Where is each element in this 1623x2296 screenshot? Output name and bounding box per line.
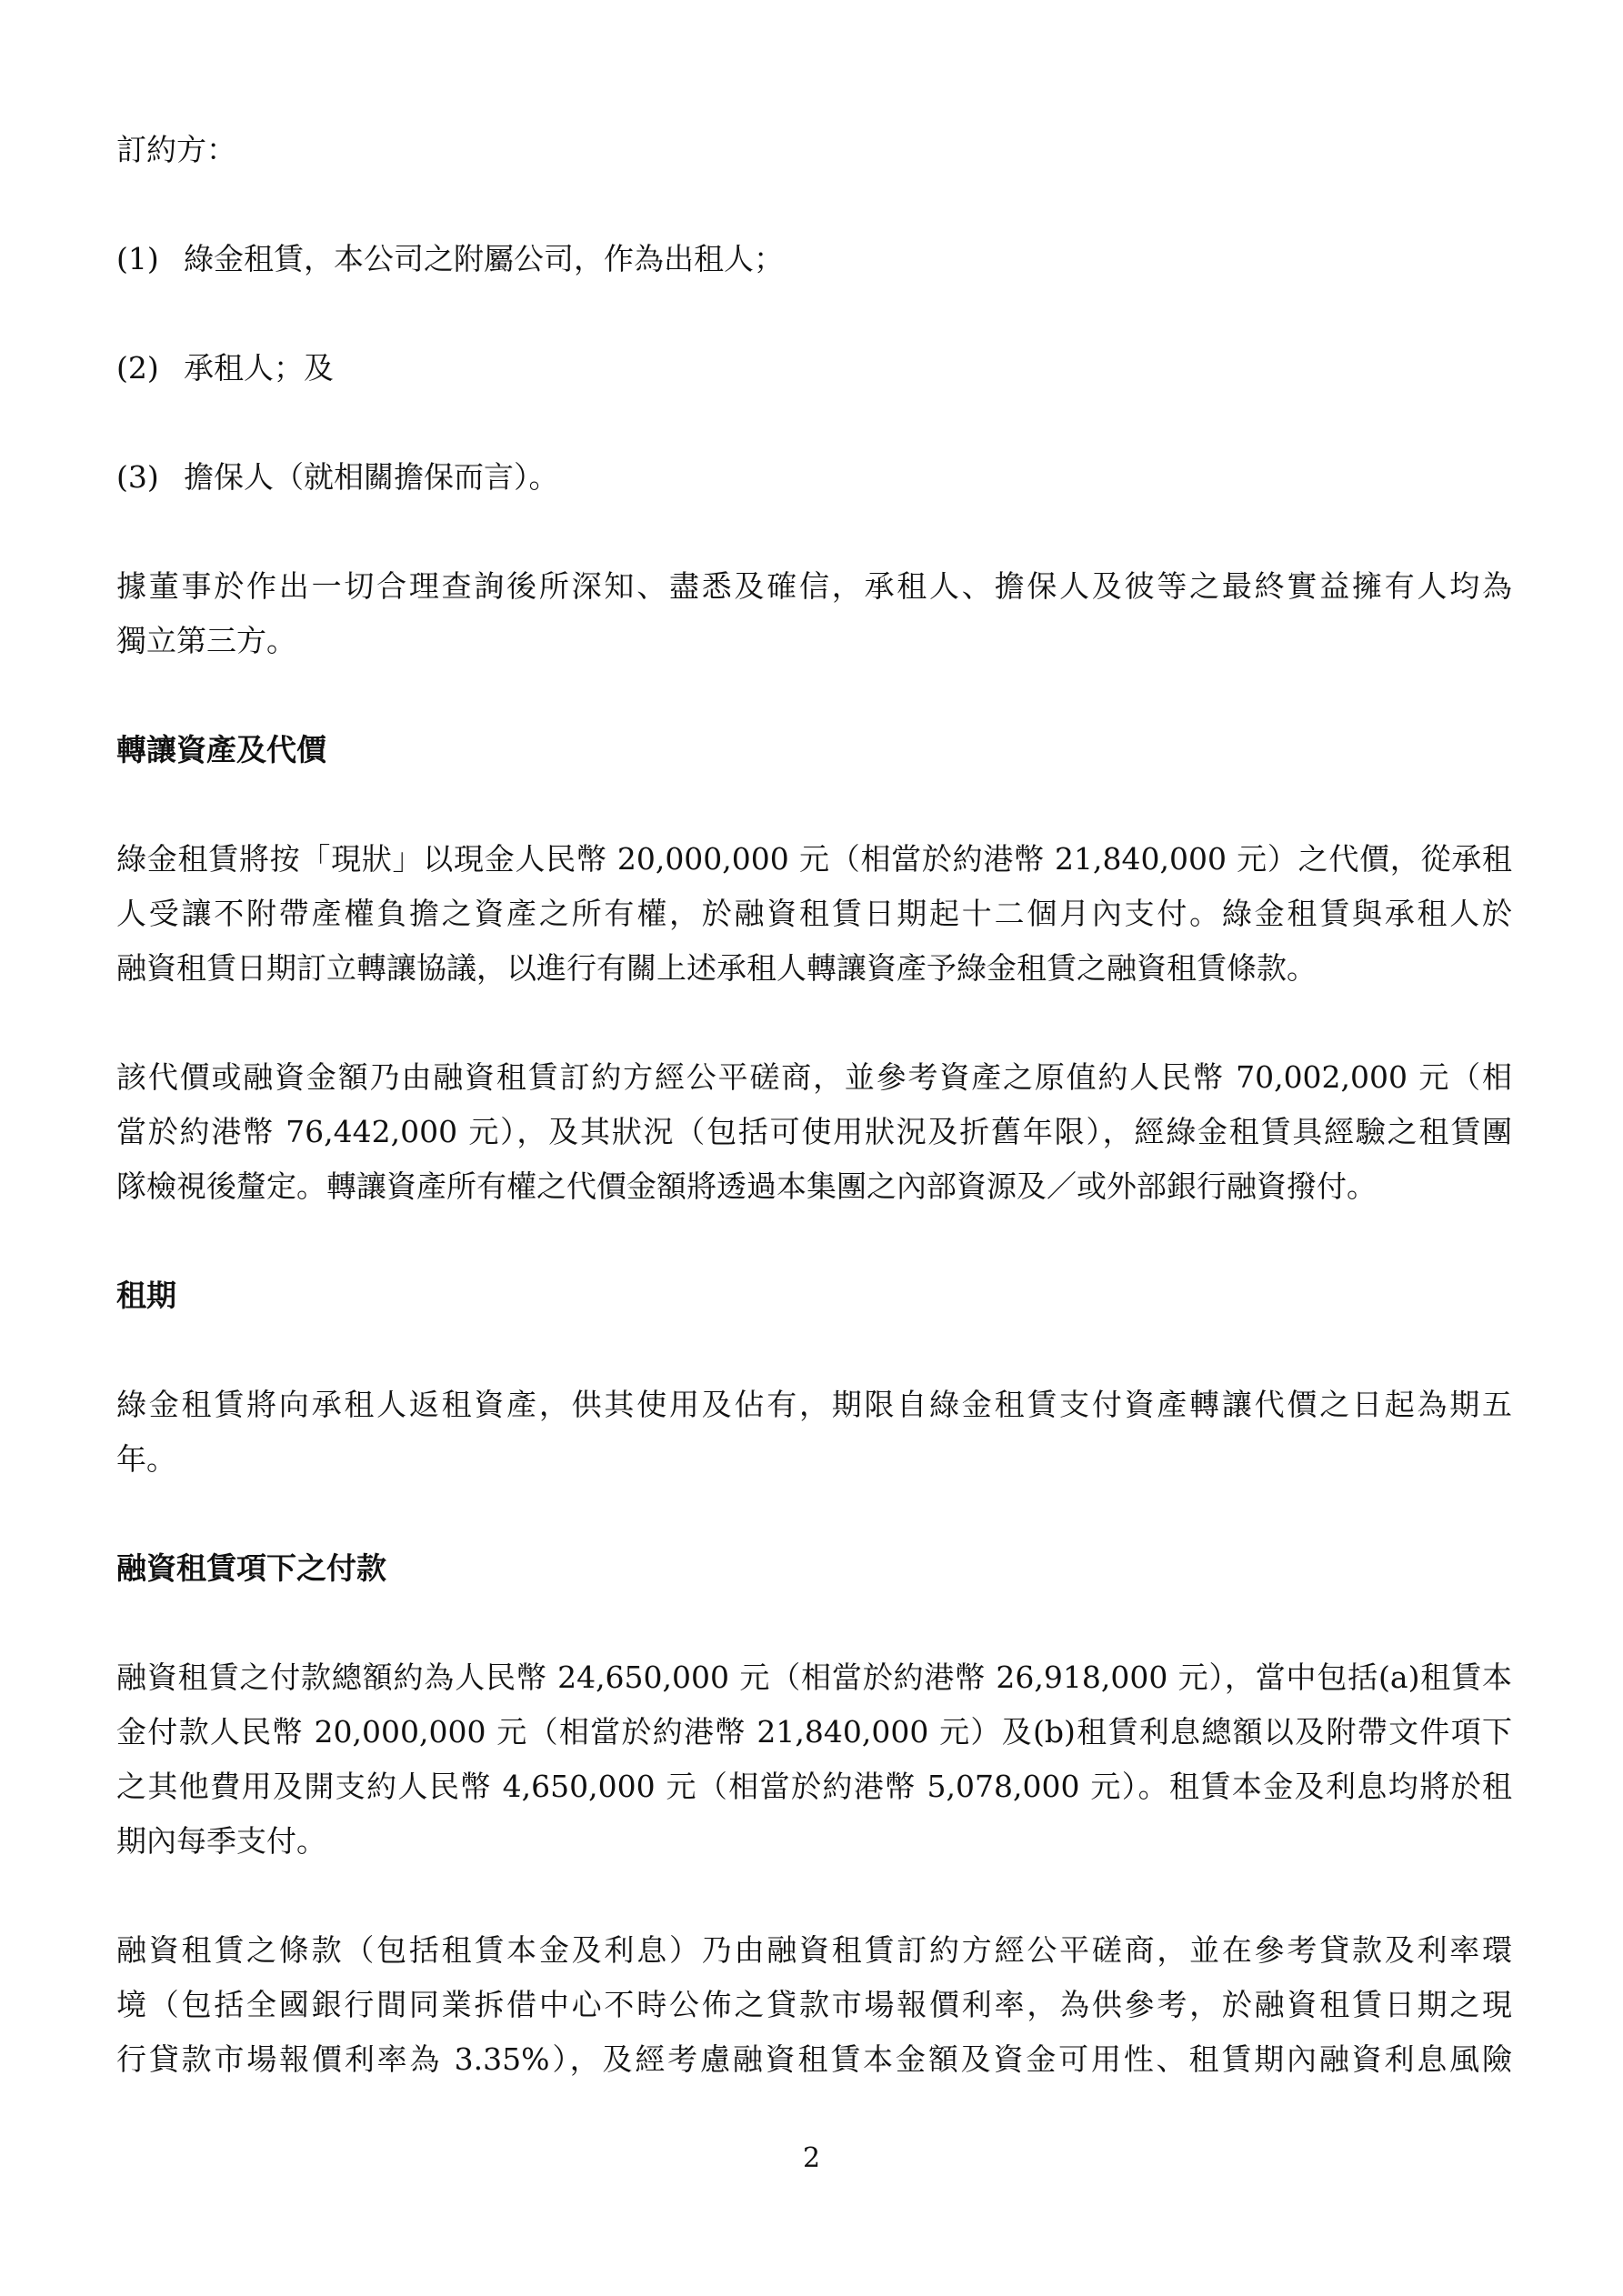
payments-para2-line-1: 融資租賃之條款（包括租賃本金及利息）乃由融資租賃訂約方經公平磋商，並在參考貸款及利率環 xyxy=(116,1932,1512,1968)
payments-para2-line-3: 行貸款市場報價利率為 3.35%），及經考慮融資租賃本金額及資金可用性、租賃期內融資利息風險 xyxy=(116,2041,1512,2077)
payments-para1-line-1: 融資租賃之付款總額約為人民幣 24,650,000 元（相當於約港幣 26,918,000 元），當中包括(a)租賃本 xyxy=(116,1659,1512,1695)
independence-line-1: 據董事於作出一切合理查詢後所深知、盡悉及確信，承租人、擔保人及彼等之最終實益擁有人均為 xyxy=(116,568,1512,604)
party-item-2 xyxy=(116,350,334,386)
term-para-line-1: 綠金租賃將向承租人返租資產，供其使用及佔有，期限自綠金租賃支付資產轉讓代價之日起為期五 xyxy=(116,1387,1512,1422)
transfer-para2-line-1: 該代價或融資金額乃由融資租賃訂約方經公平磋商，並參考資產之原值約人民幣 70,002,000 元（相 xyxy=(116,1059,1512,1095)
party-item-3 xyxy=(116,459,559,496)
transfer-para2-line-2: 當於約港幣 76,442,000 元），及其狀況（包括可使用狀況及折舊年限），經綠金租賃具經驗之租賃團 xyxy=(116,1114,1512,1149)
party-item-number: (3) xyxy=(116,459,159,495)
transfer-para1-line-3: 融資租賃日期訂立轉讓協議，以進行有關上述承租人轉讓資產予綠金租賃之融資租賃條款。 xyxy=(116,950,1317,986)
party-item-text: 綠金租賃，本公司之附屬公司，作為出租人； xyxy=(184,241,784,276)
payments-para1-line-2: 金付款人民幣 20,000,000 元（相當於約港幣 21,840,000 元）及(b)租賃利息總額以及附帶文件項下 xyxy=(116,1714,1512,1750)
payments-heading: 融資租賃項下之付款 xyxy=(116,1550,386,1586)
transfer-heading: 轉讓資產及代價 xyxy=(116,732,326,767)
party-item-1 xyxy=(116,241,784,277)
parties-heading: 訂約方： xyxy=(116,132,236,167)
payments-para1-line-3: 之其他費用及開支約人民幣 4,650,000 元（相當於約港幣 5,078,000 元）。租賃本金及利息均將於租 xyxy=(116,1769,1512,1804)
party-item-number: (2) xyxy=(116,350,159,386)
party-item-text: 擔保人（就相關擔保而言）。 xyxy=(184,459,559,495)
transfer-para2-line-3: 隊檢視後釐定。轉讓資產所有權之代價金額將透過本集團之內部資源及／或外部銀行融資撥付。 xyxy=(116,1168,1377,1204)
page-number: 2 xyxy=(802,2142,821,2174)
payments-para1-line-4: 期內每季支付。 xyxy=(116,1823,326,1859)
transfer-para1-line-2: 人受讓不附帶產權負擔之資產之所有權，於融資租賃日期起十二個月內支付。綠金租賃與承租人於 xyxy=(116,896,1512,931)
independence-line-2: 獨立第三方。 xyxy=(116,623,296,658)
payments-para2-line-2: 境（包括全國銀行間同業拆借中心不時公佈之貸款市場報價利率，為供參考，於融資租賃日期之現 xyxy=(116,1987,1512,2022)
party-item-text: 承租人；及 xyxy=(184,350,334,386)
party-item-number: (1) xyxy=(116,241,159,276)
term-heading: 租期 xyxy=(116,1278,176,1313)
term-para-line-2: 年。 xyxy=(116,1441,176,1477)
transfer-para1-line-1: 綠金租賃將按「現狀」以現金人民幣 20,000,000 元（相當於約港幣 21,840,000 元）之代價，從承租 xyxy=(116,841,1512,877)
